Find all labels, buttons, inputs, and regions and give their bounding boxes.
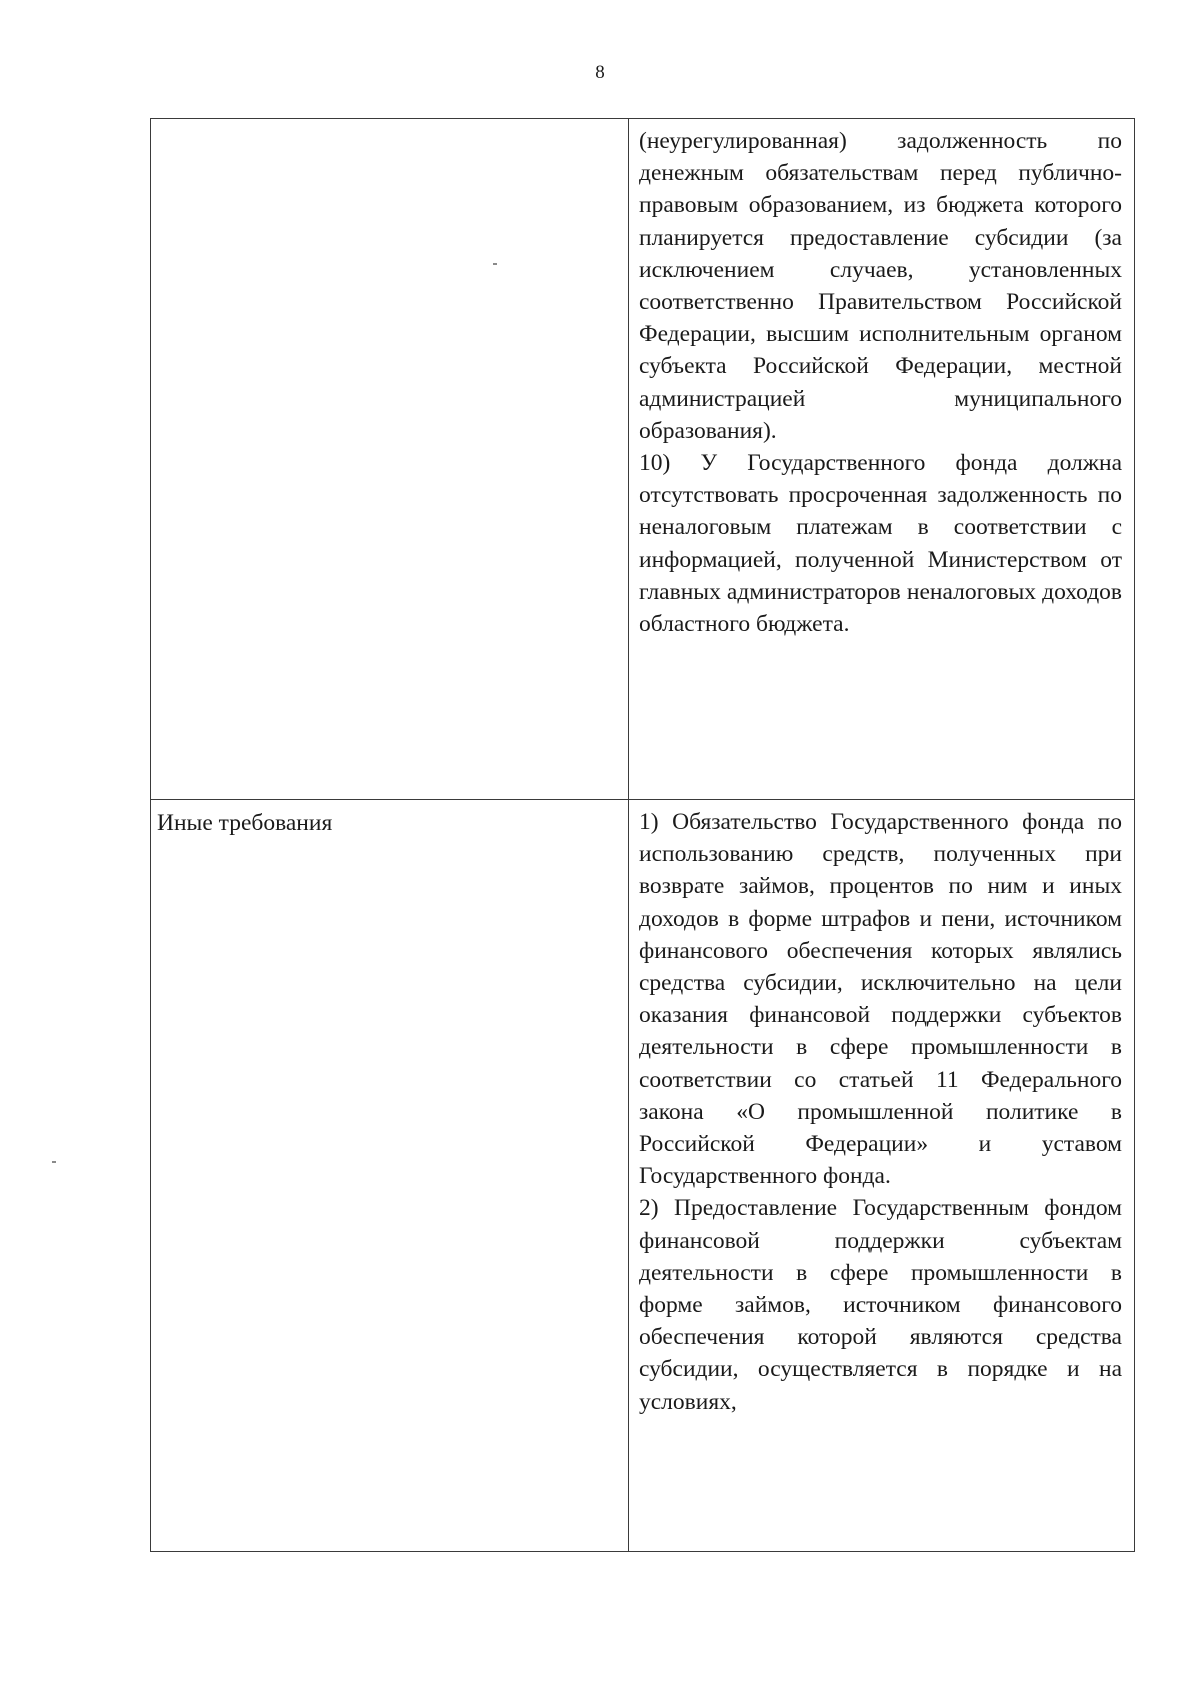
- requirement-text: [629, 800, 1134, 1418]
- table-cell-left: [151, 800, 629, 1552]
- table-cell-left: [151, 119, 629, 800]
- scan-speck: [52, 1161, 56, 1163]
- requirement-paragraph: (неурегулированная) задолженность по денежным обязательствам перед публично-правовым образованием, из бюджета которого планируется предоставление субсидии (за исключением случаев, установленных соответственно Правительством Российской Федерации, высшим исполнительным органом субъекта Российской Федерации, местной администрацией муниципального образования).: [639, 128, 1122, 444]
- requirement-paragraph: 10) У Государственного фонда должна отсутствовать просроченная задолженность по неналоговым платежам в соответствии с информацией, полученной Министерством от главных администраторов неналоговых доходов областного бюджета.: [639, 450, 1122, 638]
- requirement-label: [151, 119, 628, 126]
- table-row: [151, 800, 1135, 1552]
- table-row: [151, 119, 1135, 800]
- table-cell-right: [629, 800, 1135, 1552]
- page-number: 8: [595, 62, 605, 83]
- requirement-label: Иные требования: [157, 810, 333, 836]
- table-cell-right: [629, 119, 1135, 800]
- requirements-table: [150, 118, 1135, 1552]
- requirement-paragraph: 1) Обязательство Государственного фонда по использованию средств, полученных при возврате займов, процентов по ним и иных доходов в форме штрафов и пени, источником финансового обеспечения которых являлись средства субсидии, исключительно на цели оказания финансовой поддержки субъектов деятельности в сфере промышленности в соответствии со статьей 11 Федерального закона «О промышленной политике в Российской Федерации» и уставом Государственного фонда.: [639, 809, 1122, 1190]
- requirement-paragraph: 2) Предоставление Государственным фондом финансовой поддержки субъектам деятельности в сфере промышленности в форме займов, источником финансового обеспечения которой являются средства субсидии, осуществляется в порядке и на условиях,: [639, 1195, 1122, 1415]
- requirement-text: [629, 119, 1134, 640]
